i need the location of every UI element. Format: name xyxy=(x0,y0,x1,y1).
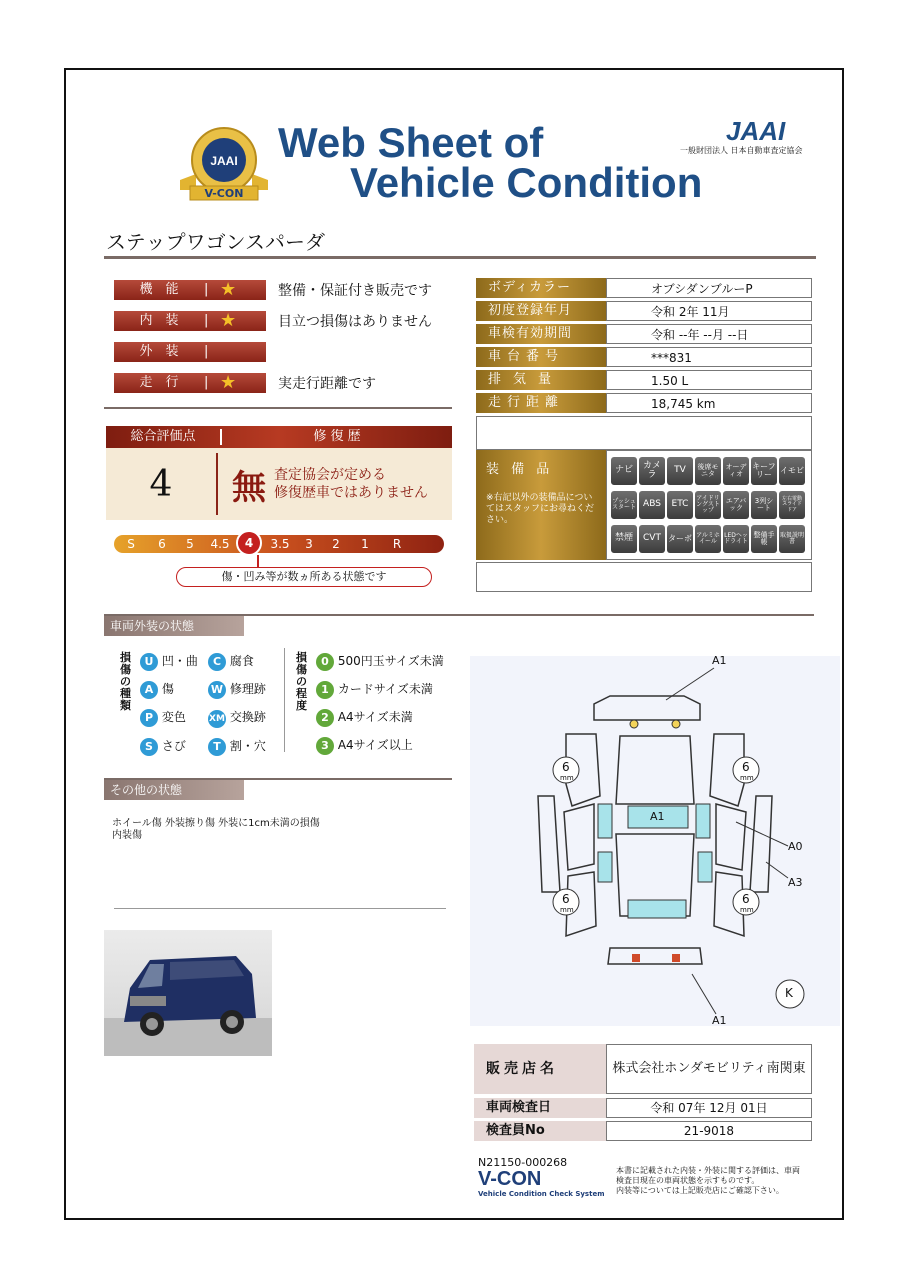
spec-label: 車検有効期間 xyxy=(476,324,606,344)
damage-type-text: 凹・曲 xyxy=(161,654,198,668)
car-name: ステップワゴンスパーダ xyxy=(106,230,325,254)
tire-unit: mm xyxy=(560,774,574,782)
spec-value: オブシダンブルーP xyxy=(606,278,812,298)
damage-code-badge: T xyxy=(208,738,226,756)
tire-depth: 6 xyxy=(742,892,750,906)
condition-list xyxy=(114,280,454,393)
spec-value: 令和 --年 --月 --日 xyxy=(606,324,812,344)
tire-depth: 6 xyxy=(562,760,570,774)
spec-row xyxy=(476,370,812,390)
condition-text: 実走行距離です xyxy=(278,376,376,392)
other-heading: その他の状態 xyxy=(104,780,244,800)
spec-row xyxy=(476,393,812,413)
disclaimer-line: 検査日現在の車両状態を示すものです。 xyxy=(616,1176,760,1185)
degree-text: カードサイズ未満 xyxy=(337,682,433,696)
condition-label: 機 能 | ★ xyxy=(114,280,266,300)
footer-code: N21150-000268 xyxy=(478,1156,568,1169)
tire-depth: 6 xyxy=(742,760,750,774)
star-icon: ★ xyxy=(220,279,237,300)
degree-code-badge: 2 xyxy=(316,709,334,727)
damage-degree xyxy=(316,680,456,699)
damage-type-label: 損傷の種類 xyxy=(120,651,131,712)
divider xyxy=(104,407,452,409)
damage-type-text: 傷 xyxy=(161,682,174,696)
equipment-label-box xyxy=(476,450,606,560)
dealer-row xyxy=(474,1121,812,1141)
other-line-1: ホイール傷 外装擦り傷 外装に1cm未満の損傷 xyxy=(112,818,320,829)
spec-label: 初度登録年月 xyxy=(476,301,606,321)
spec-value: 1.50 L xyxy=(606,370,812,390)
scale-item: S xyxy=(127,537,135,551)
condition-text: 目立つ損傷はありません xyxy=(278,314,432,330)
equip-3row-seat: 3列シート xyxy=(751,491,777,519)
scale-item-selected xyxy=(236,535,264,553)
scale-item: R xyxy=(392,537,402,551)
condition-row xyxy=(114,342,454,362)
condition-text: 整備・保証付き販売です xyxy=(278,283,432,299)
damage-degree xyxy=(316,708,456,727)
inspector-label: 検査員No xyxy=(474,1121,606,1141)
damage-degree-list xyxy=(316,652,456,755)
damage-type xyxy=(140,680,208,699)
dealer-table xyxy=(474,1044,812,1141)
condition-label: 内 装 | ★ xyxy=(114,311,266,331)
evaluation-body xyxy=(106,448,452,520)
equipment-note: ※右記以外の装備品についてはスタッフにお尋ねください。 xyxy=(486,493,595,525)
exterior-heading: 車両外装の状態 xyxy=(104,616,244,636)
condition-label: 走 行 | ★ xyxy=(114,373,266,393)
diagram-label: A3 xyxy=(788,876,803,889)
damage-type-text: 修理跡 xyxy=(229,682,266,696)
footer-brand: V-CON xyxy=(478,1168,542,1190)
degree-code-badge: 3 xyxy=(316,737,334,755)
condition-row xyxy=(114,311,454,331)
degree-text: 500円玉サイズ未満 xyxy=(337,654,444,668)
spec-label: 走行距離 xyxy=(476,393,606,413)
spec-row xyxy=(476,347,812,367)
equip-etc: ETC xyxy=(667,491,693,519)
damage-code-badge: W xyxy=(208,681,226,699)
evaluation-header xyxy=(106,426,452,448)
equip-non-smoking: 禁煙 xyxy=(611,525,637,553)
equipment-panel xyxy=(476,450,812,560)
condition-label-text: 機 能 xyxy=(139,282,179,297)
equip-idle-stop: アイドリングストップ xyxy=(695,491,721,519)
history-label: 修 復 歴 xyxy=(313,429,361,444)
equip-rear-monitor: 後席モニタ xyxy=(695,457,721,485)
divider xyxy=(104,256,816,259)
damage-type-text: 腐食 xyxy=(229,654,254,668)
divider xyxy=(114,908,446,909)
star-icon: ★ xyxy=(220,372,237,393)
scale-item: 6 xyxy=(158,537,166,551)
damage-type-text: さび xyxy=(161,739,186,753)
equip-push-start: プッシュスタート xyxy=(611,491,637,519)
scale-item: 3.5 xyxy=(270,537,290,551)
damage-code-badge: P xyxy=(140,709,158,727)
svg-text:JAAI: JAAI xyxy=(210,154,238,168)
condition-row xyxy=(114,373,454,393)
history-mark: 無 xyxy=(232,467,266,508)
damage-code-badge: XM xyxy=(208,710,226,728)
degree-code-badge: 1 xyxy=(316,681,334,699)
equip-cvt: CVT xyxy=(639,525,665,553)
tire-unit: mm xyxy=(740,774,754,782)
score-label: 総合評価点 xyxy=(130,429,196,444)
damage-type-list xyxy=(140,652,280,756)
equip-navi: ナビ xyxy=(611,457,637,485)
equip-tv: TV xyxy=(667,457,693,485)
damage-type-text: 変色 xyxy=(161,710,186,724)
inspect-date: 令和 07年 12月 01日 xyxy=(606,1098,812,1118)
car-photo-icon xyxy=(104,930,272,1056)
scale-item: 2 xyxy=(332,537,340,551)
disclaimer-line: 本書に記載された内装・外装に関する評価は、車両 xyxy=(616,1166,800,1175)
condition-label-text: 内 装 xyxy=(139,313,179,328)
equip-airbag: エアバック xyxy=(723,491,749,519)
equipment-blank-box xyxy=(476,562,812,592)
damage-degree xyxy=(316,652,456,671)
spec-row xyxy=(476,278,812,298)
damage-type-text: 交換跡 xyxy=(229,710,266,724)
diagram-label: A1 xyxy=(712,654,727,667)
spec-table xyxy=(476,278,812,413)
equip-audio: オーディオ xyxy=(723,457,749,485)
title-line-1: Web Sheet of xyxy=(278,119,544,166)
damage-type xyxy=(208,652,276,671)
disclaimer-line: 内装等については上記販売店にご確認下さい。 xyxy=(616,1186,784,1195)
other-line-2: 内装傷 xyxy=(112,830,142,841)
condition-label: 外 装 | xyxy=(114,342,266,362)
scale-selected-marker: 4 xyxy=(236,530,262,556)
inspector-no: 21-9018 xyxy=(606,1121,812,1141)
spec-label: 排気量 xyxy=(476,370,606,390)
dealer-row xyxy=(474,1044,812,1094)
dealer-label: 販売店名 xyxy=(474,1044,606,1094)
tire-unit: mm xyxy=(740,906,754,914)
condition-row xyxy=(114,280,454,300)
damage-code-badge: S xyxy=(140,738,158,756)
vehicle-diagram xyxy=(470,656,840,1026)
damage-code-badge: C xyxy=(208,653,226,671)
equip-alloy-wheel: アルミホイール xyxy=(695,525,721,553)
spec-blank-box xyxy=(476,416,812,450)
history-text-1: 査定協会が定める xyxy=(274,467,386,483)
equip-camera: カメラ xyxy=(639,457,665,485)
equip-abs: ABS xyxy=(639,491,665,519)
vcon-logo-label: V-CON xyxy=(204,187,244,200)
damage-type xyxy=(208,708,276,728)
scale-item: 4.5 xyxy=(210,537,230,551)
damage-type xyxy=(208,737,276,756)
inspect-date-label: 車両検査日 xyxy=(474,1098,606,1118)
spec-value: 18,745 km xyxy=(606,393,812,413)
star-icon: ★ xyxy=(220,310,237,331)
spec-label: ボディカラー xyxy=(476,278,606,298)
equip-turbo: ターボ xyxy=(667,525,693,553)
damage-degree xyxy=(316,736,456,755)
equipment-grid xyxy=(606,450,812,560)
damage-type-text: 割・穴 xyxy=(229,739,266,753)
grade-note: 傷・凹み等が数ヵ所ある状態です xyxy=(176,567,432,587)
tire-unit: mm xyxy=(560,906,574,914)
diagram-badge: K xyxy=(785,986,793,1000)
damage-code-badge: U xyxy=(140,653,158,671)
diagram-label: A1 xyxy=(712,1014,727,1027)
dealer-value: 株式会社ホンダモビリティ南関東 xyxy=(606,1044,812,1094)
degree-text: A4サイズ以上 xyxy=(337,738,413,752)
equip-service-book: 整備手帳 xyxy=(751,525,777,553)
spec-value: 令和 2年 11月 xyxy=(606,301,812,321)
scale-item: 1 xyxy=(361,537,369,551)
tire-depth: 6 xyxy=(562,892,570,906)
scale-item: 3 xyxy=(305,537,313,551)
jaai-logo: JAAI xyxy=(726,116,786,146)
equip-keyless: キーフリー xyxy=(751,457,777,485)
condition-label-text: 外 装 xyxy=(139,344,179,359)
equip-slide-door: 左右電動スライドドア xyxy=(779,491,805,519)
damage-type xyxy=(208,680,276,699)
grade-scale xyxy=(114,535,444,553)
org-name: 一般財団法人 日本自動車査定協会 xyxy=(680,146,803,155)
damage-code-badge: A xyxy=(140,681,158,699)
damage-degree-label: 損傷の程度 xyxy=(296,651,307,712)
vehicle-diagram-svg xyxy=(470,656,840,1026)
degree-code-badge: 0 xyxy=(316,653,334,671)
scale-item: 5 xyxy=(186,537,194,551)
spec-value: ***831 xyxy=(606,347,812,367)
diagram-label: A1 xyxy=(650,810,665,823)
score-value: 4 xyxy=(149,463,173,505)
spec-row xyxy=(476,301,812,321)
footer-brand-sub: Vehicle Condition Check System xyxy=(478,1190,605,1198)
car-photo xyxy=(104,930,272,1056)
spec-row xyxy=(476,324,812,344)
damage-type xyxy=(140,708,208,728)
title-line-2: Vehicle Condition xyxy=(350,159,703,206)
condition-label-text: 走 行 xyxy=(139,375,179,390)
equipment-label: 装 備 品 xyxy=(486,462,554,477)
equip-immobilizer: イモビ xyxy=(779,457,805,485)
dealer-row xyxy=(474,1098,812,1118)
legend-divider xyxy=(284,648,285,752)
diagram-label: A0 xyxy=(788,840,803,853)
damage-type xyxy=(140,737,208,756)
history-text-2: 修復歴車ではありません xyxy=(274,485,428,501)
equip-manual: 取扱説明書 xyxy=(779,525,805,553)
grade-pointer xyxy=(257,555,259,567)
spec-label: 車台番号 xyxy=(476,347,606,367)
degree-text: A4サイズ未満 xyxy=(337,710,413,724)
equip-led-light: LEDヘッドライト xyxy=(723,525,749,553)
footer-disclaimer xyxy=(616,1166,812,1196)
damage-type xyxy=(140,652,208,671)
